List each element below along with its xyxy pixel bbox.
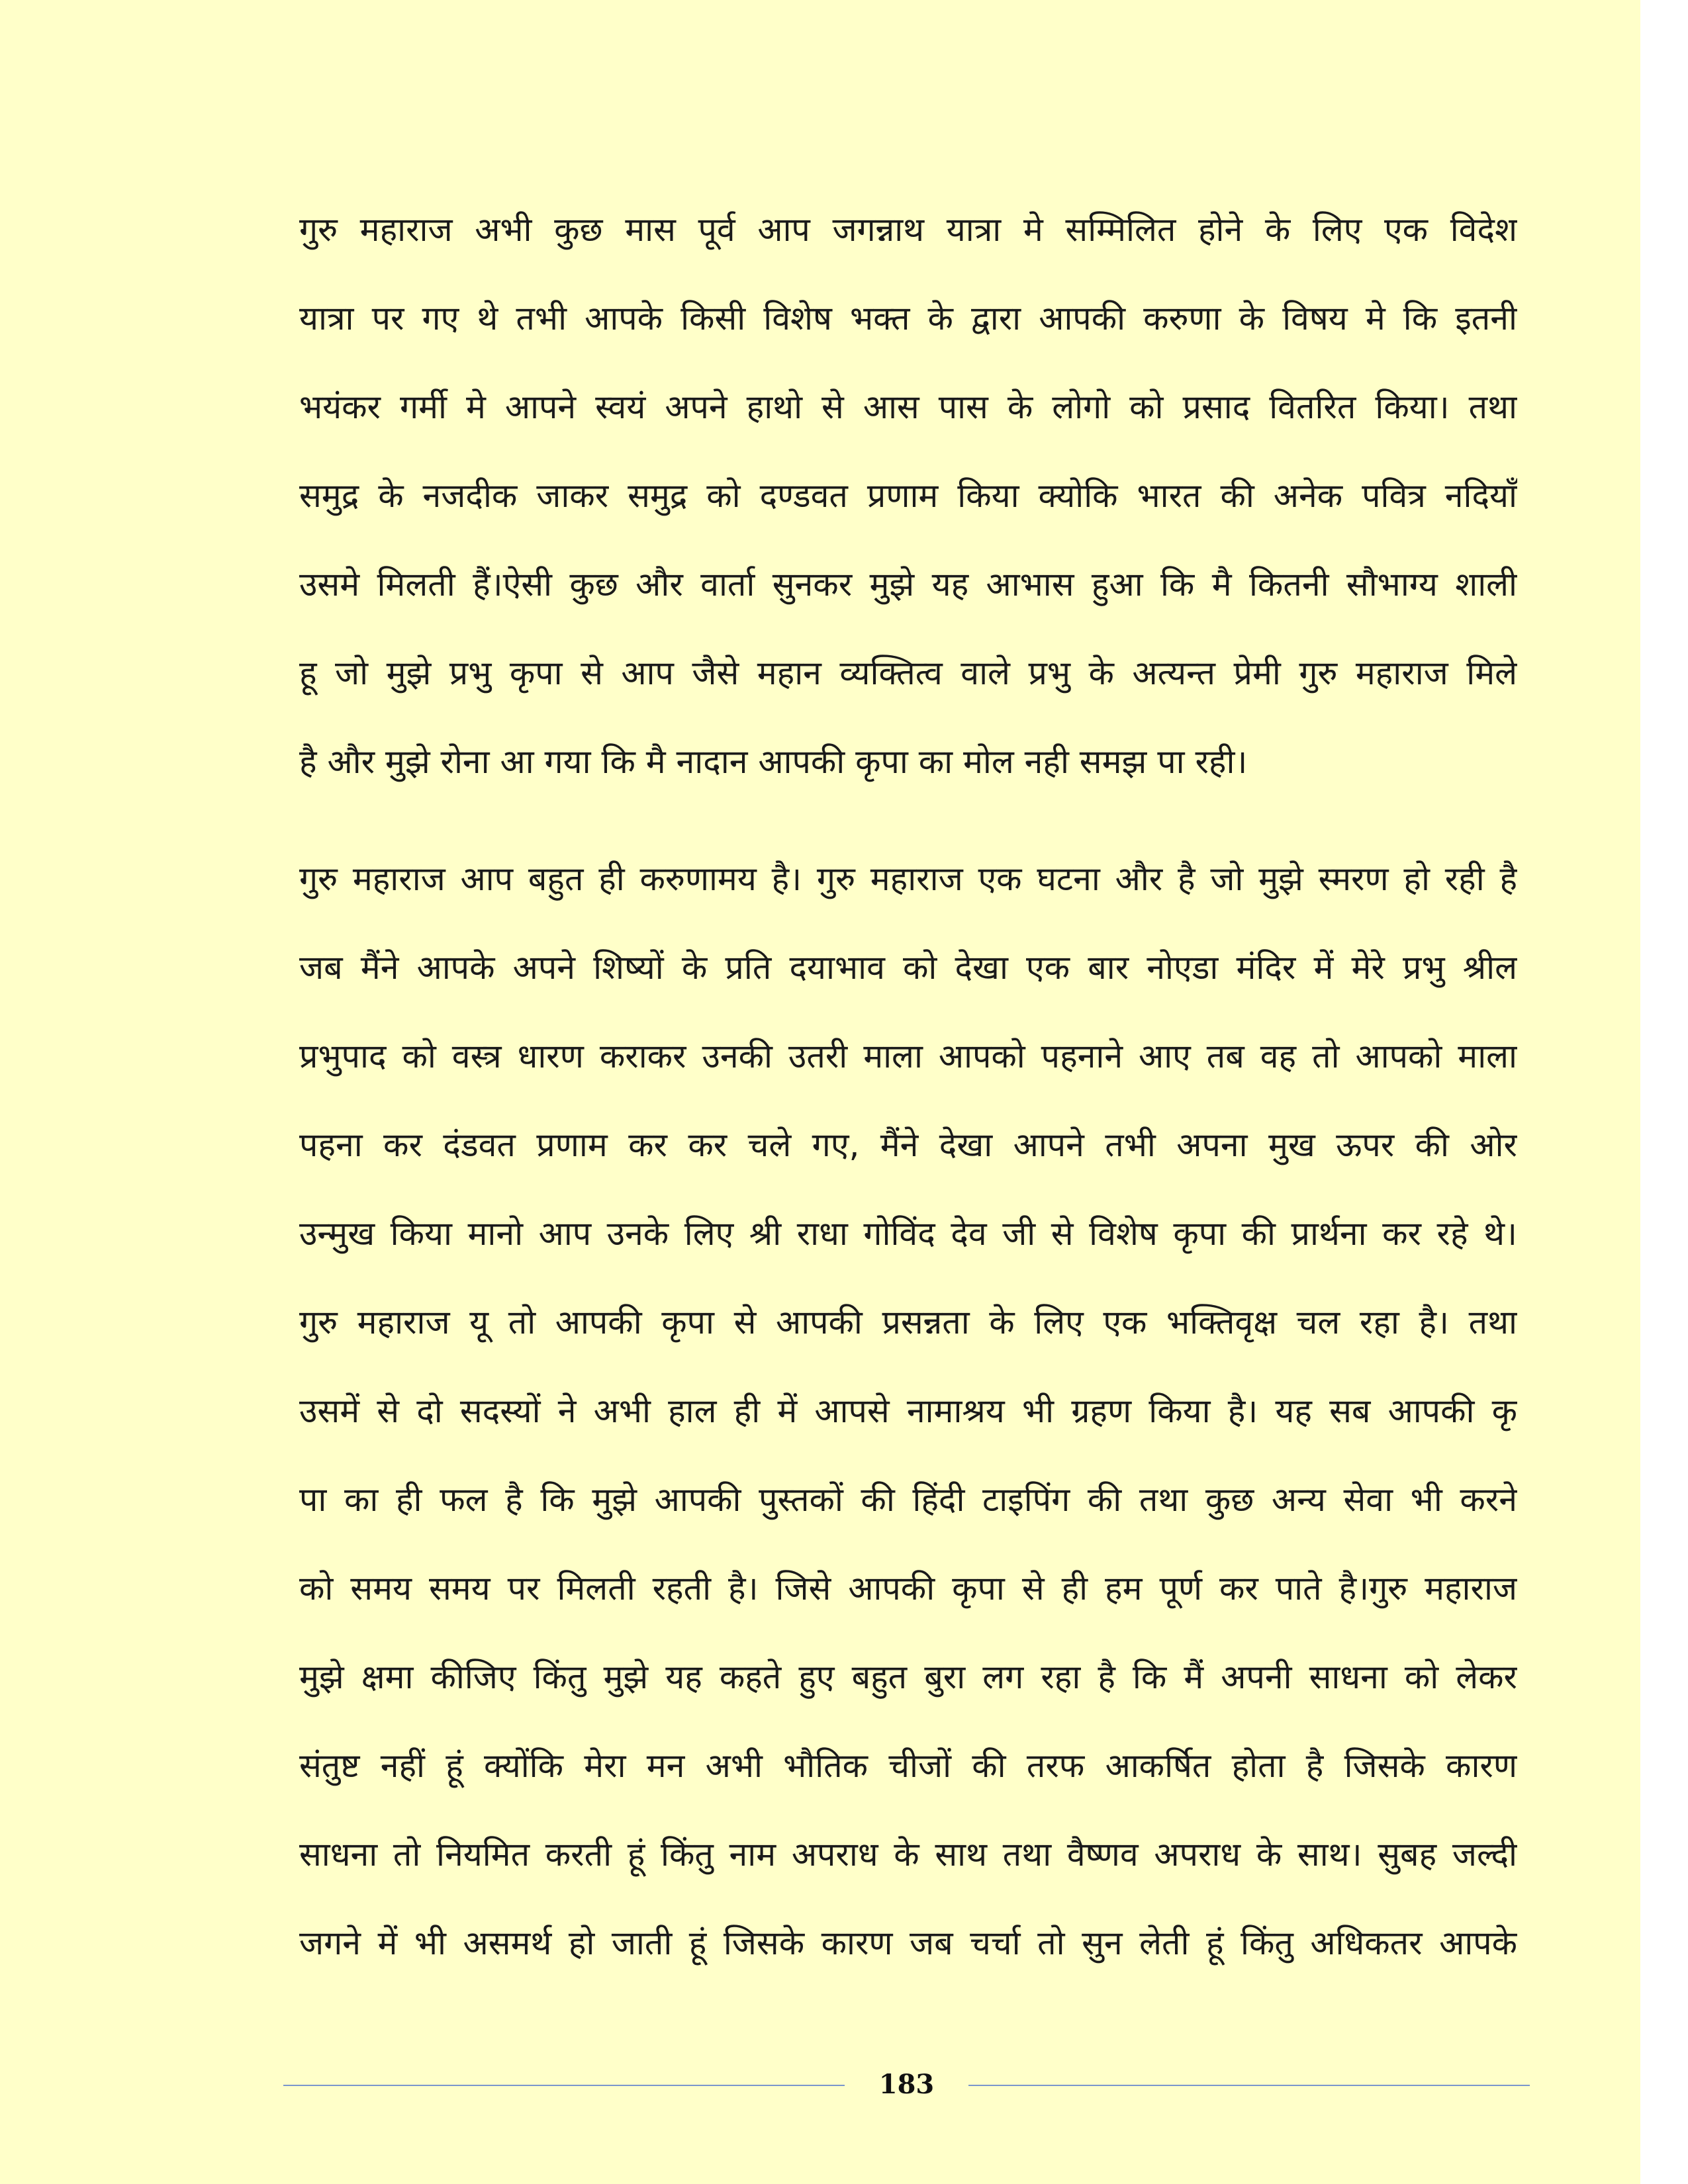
text-line: गुरु महाराज अभी कुछ मास पूर्व आप जगन्नाथ यात्रा मे सम्मिलित होने के लिए एक विदेश	[299, 210, 1517, 249]
text-line: जब मैंने आपके अपने शिष्यों के प्रति दयाभाव को देखा एक बार नोएडा मंदिर में मेरे प्रभु श्रील	[299, 948, 1517, 987]
text-line: पा का ही फल है कि मुझे आपकी पुस्तकों की हिंदी टाइपिंग की तथा कुछ अन्य सेवा भी करने	[299, 1480, 1517, 1519]
text-line: मुझे क्षमा कीजिए किंतु मुझे यह कहते हुए बहुत बुरा लग रहा है कि मैं अपनी साधना को लेकर	[299, 1658, 1517, 1696]
text-line: गुरु महाराज यू तो आपकी कृपा से आपकी प्रसन्नता के लिए एक भक्तिवृक्ष चल रहा है। तथा	[299, 1303, 1517, 1342]
page-margin-strip	[1640, 0, 1688, 2184]
paragraph	[299, 185, 1517, 806]
page-number: 183	[878, 2069, 935, 2100]
footer-rule-left	[283, 2085, 845, 2086]
text-line: हू जो मुझे प्रभु कृपा से आप जैसे महान व्यक्तित्व वाले प्रभु के अत्यन्त प्रेमी गुरु महाराज मिले	[299, 654, 1517, 692]
text-line: उसमे मिलती हैं।ऐसी कुछ और वार्ता सुनकर मुझे यह आभास हुआ कि मै कितनी सौभाग्य शाली	[299, 565, 1517, 604]
text-line: पहना कर दंडवत प्रणाम कर कर चले गए, मैंने देखा आपने तभी अपना मुख ऊपर की ओर	[299, 1126, 1517, 1164]
text-line: गुरु महाराज आप बहुत ही करुणामय है। गुरु महाराज एक घटना और है जो मुझे स्मरण हो रही है	[299, 860, 1517, 898]
text-line: है और मुझे रोना आ गया कि मै नादान आपकी कृपा का मोल नही समझ पा रही।	[299, 743, 1248, 781]
text-line: जगने में भी असमर्थ हो जाती हूं जिसके कारण जब चर्चा तो सुन लेती हूं किंतु अधिकतर आपके	[299, 1924, 1517, 1962]
footer-rule-right	[968, 2085, 1530, 2086]
text-line: भयंकर गर्मी मे आपने स्वयं अपने हाथो से आस पास के लोगो को प्रसाद वितरित किया। तथा	[299, 388, 1517, 426]
text-line: समुद्र के नजदीक जाकर समुद्र को दण्डवत प्रणाम किया क्योकि भारत की अनेक पवित्र नदियाँ	[299, 477, 1517, 515]
text-line: उसमें से दो सदस्यों ने अभी हाल ही में आपसे नामाश्रय भी ग्रहण किया है। यह सब आपकी कृ	[299, 1392, 1517, 1430]
text-line: उन्मुख किया मानो आप उनके लिए श्री राधा गोविंद देव जी से विशेष कृपा की प्रार्थना कर रहे थे।	[299, 1214, 1517, 1253]
text-line: को समय समय पर मिलती रहती है। जिसे आपकी कृपा से ही हम पूर्ण कर पाते है।गुरु महाराज	[299, 1569, 1517, 1608]
text-line: प्रभुपाद को वस्त्र धारण कराकर उनकी उतरी माला आपको पहनाने आए तब वह तो आपको माला	[299, 1037, 1517, 1075]
text-line: संतुष्ट नहीं हूं क्योंकि मेरा मन अभी भौतिक चीजों की तरफ आकर्षित होता है जिसके कारण	[299, 1747, 1517, 1785]
text-line: साधना तो नियमित करती हूं किंतु नाम अपराध के साथ तथा वैष्णव अपराध के साथ। सुबह जल्दी	[299, 1835, 1517, 1874]
paragraph	[299, 835, 1517, 1987]
text-line: यात्रा पर गए थे तभी आपके किसी विशेष भक्त के द्वारा आपकी करुणा के विषय मे कि इतनी	[299, 299, 1517, 338]
